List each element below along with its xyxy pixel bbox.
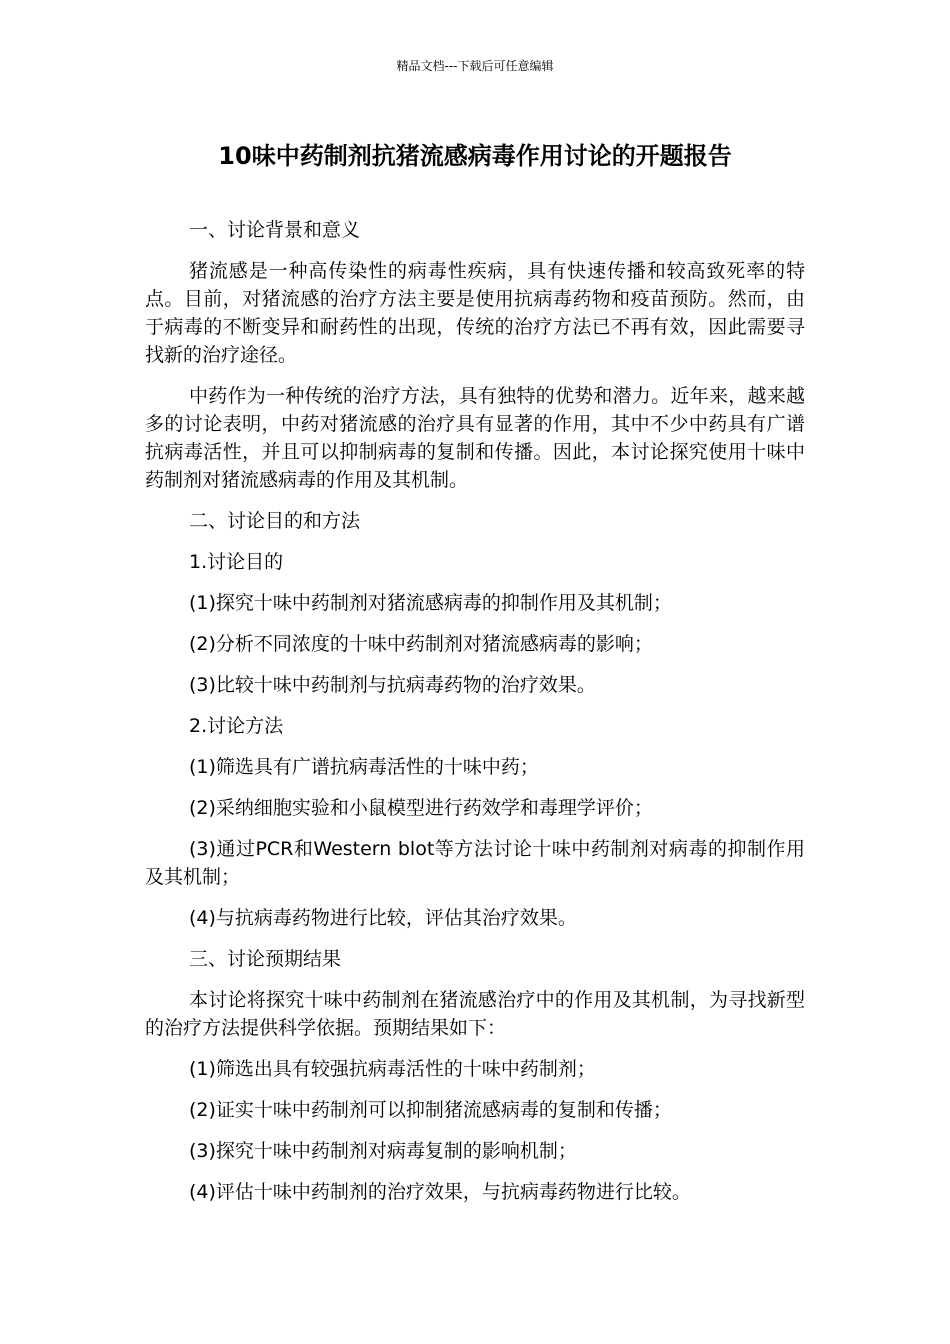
list-item-method-4: (4)与抗病毒药物进行比较，评估其治疗效果。 — [189, 907, 577, 929]
list-item-method-2: (2)采纳细胞实验和小鼠模型进行药效学和毒理学评价； — [189, 797, 653, 819]
list-item-result-3: (3)探究十味中药制剂对病毒复制的影响机制； — [189, 1140, 577, 1162]
list-item-method-1: (1)筛选具有广谱抗病毒活性的十味中药； — [189, 756, 539, 778]
paragraph-background-2: 中药作为一种传统的治疗方法，具有独特的优势和潜力。近年来，越来越多的讨论表明，中药对猪流感的治疗具有显著的作用，其中不少中药具有广谱抗病毒活性，并且可以抑制病毒的复制和传播。因此，本讨论探究使用十味中药制剂对猪流感病毒的作用及其机制。 — [145, 385, 805, 491]
list-item-result-2: (2)证实十味中药制剂可以抑制猪流感病毒的复制和传播； — [189, 1099, 672, 1121]
subheading-purpose: 1.讨论目的 — [189, 551, 284, 573]
list-item-result-4: (4)评估十味中药制剂的治疗效果，与抗病毒药物进行比较。 — [189, 1181, 691, 1203]
list-item-purpose-3: (3)比较十味中药制剂与抗病毒药物的治疗效果。 — [189, 674, 596, 696]
list-item-method-3: (3)通过PCR和Western blot等方法讨论十味中药制剂对病毒的抑制作用及其机制； — [145, 838, 805, 888]
document-title: 10味中药制剂抗猪流感病毒作用讨论的开题报告 — [218, 142, 732, 170]
paragraph-background-1: 猪流感是一种高传染性的病毒性疾病，具有快速传播和较高致死率的特点。目前，对猪流感的治疗方法主要是使用抗病毒药物和疫苗预防。然而，由于病毒的不断变异和耐药性的出现，传统的治疗方法已不再有效，因此需要寻找新的治疗途径。 — [145, 260, 805, 366]
section-heading-purpose-method: 二、讨论目的和方法 — [189, 510, 361, 532]
subheading-method: 2.讨论方法 — [189, 715, 284, 737]
list-item-purpose-1: (1)探究十味中药制剂对猪流感病毒的抑制作用及其机制； — [189, 592, 672, 614]
paragraph-expected-results: 本讨论将探究十味中药制剂在猪流感治疗中的作用及其机制，为寻找新型的治疗方法提供科学依据。预期结果如下： — [145, 989, 805, 1039]
list-item-purpose-2: (2)分析不同浓度的十味中药制剂对猪流感病毒的影响； — [189, 633, 653, 655]
section-heading-expected-results: 三、讨论预期结果 — [189, 948, 342, 970]
document-body — [145, 216, 805, 1219]
page-header: 精品文档---下载后可任意编辑 — [396, 59, 554, 73]
section-heading-background: 一、讨论背景和意义 — [189, 219, 361, 241]
list-item-result-1: (1)筛选出具有较强抗病毒活性的十味中药制剂； — [189, 1058, 596, 1080]
